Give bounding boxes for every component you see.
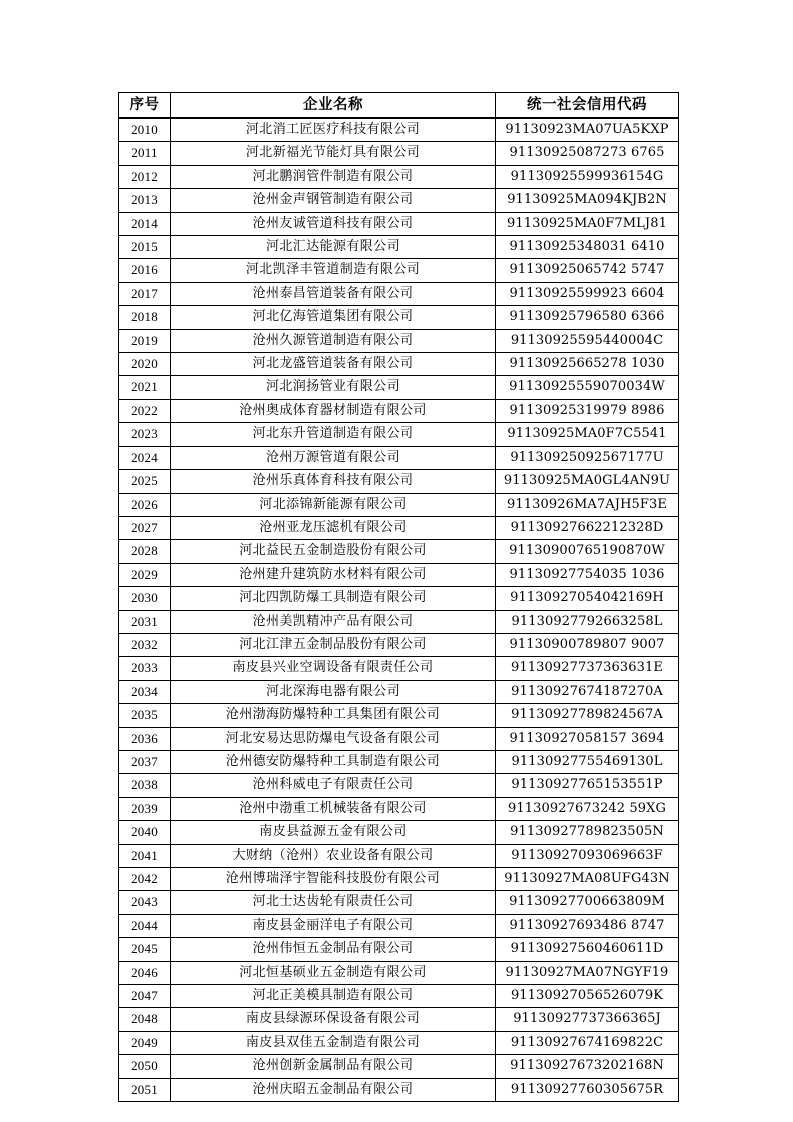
table-row	[119, 306, 679, 329]
cell-sequence-number: 2046	[119, 961, 171, 984]
cell-credit-code: 91130925MA0GL4AN9U	[496, 470, 679, 493]
cell-enterprise-name: 沧州美凯精冲产品有限公司	[171, 610, 496, 633]
cell-sequence-number: 2031	[119, 610, 171, 633]
cell-credit-code: 91130927673202168N	[496, 1055, 679, 1078]
cell-credit-code: 91130900789807 9007	[496, 633, 679, 656]
cell-credit-code: 91130927737363631E	[496, 657, 679, 680]
enterprise-registry-table	[118, 92, 679, 1102]
cell-enterprise-name: 沧州创新金属制品有限公司	[171, 1055, 496, 1078]
table-row	[119, 891, 679, 914]
cell-enterprise-name: 沧州乐真体育科技有限公司	[171, 470, 496, 493]
cell-enterprise-name: 河北四凯防爆工具制造有限公司	[171, 587, 496, 610]
table-row	[119, 680, 679, 703]
cell-credit-code: 91130927700663809M	[496, 891, 679, 914]
cell-enterprise-name: 南皮县兴业空调设备有限责任公司	[171, 657, 496, 680]
table-row	[119, 633, 679, 656]
cell-sequence-number: 2019	[119, 329, 171, 352]
cell-credit-code: 91130927760305675R	[496, 1078, 679, 1101]
cell-sequence-number: 2016	[119, 259, 171, 282]
cell-credit-code: 91130927662212328D	[496, 516, 679, 539]
cell-credit-code: 91130927674169822C	[496, 1031, 679, 1054]
cell-credit-code: 91130927755469130L	[496, 750, 679, 773]
table-row	[119, 236, 679, 259]
table-row	[119, 329, 679, 352]
table-row	[119, 165, 679, 188]
cell-sequence-number: 2030	[119, 587, 171, 610]
cell-sequence-number: 2028	[119, 540, 171, 563]
cell-enterprise-name: 河北凯泽丰管道制造有限公司	[171, 259, 496, 282]
cell-enterprise-name: 沧州德安防爆特种工具制造有限公司	[171, 750, 496, 773]
cell-credit-code: 91130925559070034W	[496, 376, 679, 399]
table-row	[119, 657, 679, 680]
table-row	[119, 774, 679, 797]
cell-sequence-number: 2050	[119, 1055, 171, 1078]
cell-credit-code: 91130925796580 6366	[496, 306, 679, 329]
cell-sequence-number: 2035	[119, 704, 171, 727]
table-row	[119, 212, 679, 235]
table-row	[119, 610, 679, 633]
cell-credit-code: 91130925665278 1030	[496, 353, 679, 376]
table-row	[119, 1008, 679, 1031]
cell-enterprise-name: 河北汇达能源有限公司	[171, 236, 496, 259]
column-header-sequence: 序号	[119, 93, 171, 119]
cell-credit-code: 91130925599923 6604	[496, 282, 679, 305]
table-row	[119, 727, 679, 750]
cell-credit-code: 91130927MA08UFG43N	[496, 868, 679, 891]
cell-sequence-number: 2045	[119, 938, 171, 961]
cell-sequence-number: 2044	[119, 914, 171, 937]
table-row	[119, 189, 679, 212]
cell-enterprise-name: 沧州奥成体育器材制造有限公司	[171, 399, 496, 422]
cell-credit-code: 91130925MA0F7C5541	[496, 423, 679, 446]
cell-sequence-number: 2033	[119, 657, 171, 680]
cell-enterprise-name: 河北亿海管道集团有限公司	[171, 306, 496, 329]
cell-credit-code: 91130927789823505N	[496, 821, 679, 844]
table-row	[119, 118, 679, 142]
cell-enterprise-name: 河北鹏润管件制造有限公司	[171, 165, 496, 188]
table-row	[119, 282, 679, 305]
cell-enterprise-name: 河北东升管道制造有限公司	[171, 423, 496, 446]
cell-sequence-number: 2014	[119, 212, 171, 235]
cell-enterprise-name: 河北龙盛管道装备有限公司	[171, 353, 496, 376]
table-row	[119, 563, 679, 586]
cell-credit-code: 91130927093069663F	[496, 844, 679, 867]
table-row	[119, 446, 679, 469]
cell-sequence-number: 2013	[119, 189, 171, 212]
table-row	[119, 399, 679, 422]
table-row	[119, 516, 679, 539]
cell-sequence-number: 2042	[119, 868, 171, 891]
cell-sequence-number: 2018	[119, 306, 171, 329]
cell-credit-code: 91130925092567177U	[496, 446, 679, 469]
table-row	[119, 750, 679, 773]
cell-sequence-number: 2048	[119, 1008, 171, 1031]
table-row	[119, 821, 679, 844]
column-header-enterprise-name: 企业名称	[171, 93, 496, 119]
cell-credit-code: 91130927737366365J	[496, 1008, 679, 1031]
cell-enterprise-name: 河北正美模具制造有限公司	[171, 985, 496, 1008]
table-row	[119, 1055, 679, 1078]
table-row	[119, 868, 679, 891]
cell-enterprise-name: 沧州金声钢管制造有限公司	[171, 189, 496, 212]
cell-enterprise-name: 沧州亚龙压滤机有限公司	[171, 516, 496, 539]
cell-credit-code: 91130925595440004C	[496, 329, 679, 352]
cell-enterprise-name: 河北润扬管业有限公司	[171, 376, 496, 399]
cell-sequence-number: 2024	[119, 446, 171, 469]
cell-enterprise-name: 南皮县双佳五金制造有限公司	[171, 1031, 496, 1054]
cell-sequence-number: 2047	[119, 985, 171, 1008]
cell-enterprise-name: 南皮县绿源环保设备有限公司	[171, 1008, 496, 1031]
cell-enterprise-name: 河北江津五金制品股份有限公司	[171, 633, 496, 656]
table-row	[119, 961, 679, 984]
table-header-row	[119, 93, 679, 119]
cell-sequence-number: 2026	[119, 493, 171, 516]
cell-credit-code: 91130925348031 6410	[496, 236, 679, 259]
table-row	[119, 493, 679, 516]
table-row	[119, 1078, 679, 1101]
cell-credit-code: 91130923MA07UA5KXP	[496, 118, 679, 142]
cell-credit-code: 91130925065742 5747	[496, 259, 679, 282]
cell-credit-code: 91130927054042169H	[496, 587, 679, 610]
table-row	[119, 142, 679, 165]
cell-sequence-number: 2049	[119, 1031, 171, 1054]
table-header	[119, 93, 679, 119]
cell-sequence-number: 2011	[119, 142, 171, 165]
cell-sequence-number: 2034	[119, 680, 171, 703]
cell-credit-code: 91130927056526079K	[496, 985, 679, 1008]
cell-enterprise-name: 河北新福光节能灯具有限公司	[171, 142, 496, 165]
cell-credit-code: 91130925087273 6765	[496, 142, 679, 165]
cell-sequence-number: 2015	[119, 236, 171, 259]
cell-credit-code: 91130926MA7AJH5F3E	[496, 493, 679, 516]
cell-enterprise-name: 南皮县益源五金有限公司	[171, 821, 496, 844]
cell-sequence-number: 2025	[119, 470, 171, 493]
cell-credit-code: 91130927789824567A	[496, 704, 679, 727]
cell-sequence-number: 2038	[119, 774, 171, 797]
cell-credit-code: 91130927792663258L	[496, 610, 679, 633]
cell-sequence-number: 2017	[119, 282, 171, 305]
column-header-credit-code: 统一社会信用代码	[496, 93, 679, 119]
cell-enterprise-name: 沧州博瑞泽宇智能科技股份有限公司	[171, 868, 496, 891]
cell-credit-code: 91130925MA0F7MLJ81	[496, 212, 679, 235]
table-row	[119, 353, 679, 376]
cell-credit-code: 91130927693486 8747	[496, 914, 679, 937]
cell-enterprise-name: 沧州渤海防爆特种工具集团有限公司	[171, 704, 496, 727]
cell-credit-code: 91130927560460611D	[496, 938, 679, 961]
cell-credit-code: 91130925319979 8986	[496, 399, 679, 422]
cell-sequence-number: 2039	[119, 797, 171, 820]
cell-credit-code: 91130927MA07NGYF19	[496, 961, 679, 984]
cell-enterprise-name: 沧州中渤重工机械装备有限公司	[171, 797, 496, 820]
cell-sequence-number: 2027	[119, 516, 171, 539]
table-row	[119, 914, 679, 937]
cell-enterprise-name: 南皮县金丽洋电子有限公司	[171, 914, 496, 937]
table-row	[119, 938, 679, 961]
cell-enterprise-name: 河北恒基硕业五金制造有限公司	[171, 961, 496, 984]
enterprise-registry-table-container	[118, 92, 678, 1102]
table-row	[119, 704, 679, 727]
table-row	[119, 1031, 679, 1054]
cell-enterprise-name: 沧州庆昭五金制品有限公司	[171, 1078, 496, 1101]
cell-sequence-number: 2020	[119, 353, 171, 376]
cell-enterprise-name: 河北安易达思防爆电气设备有限公司	[171, 727, 496, 750]
cell-credit-code: 91130927058157 3694	[496, 727, 679, 750]
table-row	[119, 844, 679, 867]
cell-sequence-number: 2040	[119, 821, 171, 844]
table-row	[119, 797, 679, 820]
cell-sequence-number: 2010	[119, 118, 171, 142]
table-row	[119, 540, 679, 563]
cell-sequence-number: 2041	[119, 844, 171, 867]
cell-enterprise-name: 沧州泰昌管道装备有限公司	[171, 282, 496, 305]
cell-sequence-number: 2023	[119, 423, 171, 446]
cell-enterprise-name: 河北益民五金制造股份有限公司	[171, 540, 496, 563]
cell-enterprise-name: 沧州建升建筑防水材料有限公司	[171, 563, 496, 586]
cell-enterprise-name: 河北添锦新能源有限公司	[171, 493, 496, 516]
table-row	[119, 259, 679, 282]
cell-credit-code: 91130925MA094KJB2N	[496, 189, 679, 212]
table-row	[119, 376, 679, 399]
cell-sequence-number: 2051	[119, 1078, 171, 1101]
cell-sequence-number: 2036	[119, 727, 171, 750]
table-body	[119, 118, 679, 1102]
cell-enterprise-name: 沧州伟恒五金制品有限公司	[171, 938, 496, 961]
cell-credit-code: 91130927754035 1036	[496, 563, 679, 586]
cell-enterprise-name: 沧州久源管道制造有限公司	[171, 329, 496, 352]
table-row	[119, 587, 679, 610]
cell-enterprise-name: 河北深海电器有限公司	[171, 680, 496, 703]
cell-sequence-number: 2029	[119, 563, 171, 586]
cell-credit-code: 91130927765153551P	[496, 774, 679, 797]
cell-credit-code: 91130927674187270A	[496, 680, 679, 703]
cell-sequence-number: 2032	[119, 633, 171, 656]
cell-enterprise-name: 大财纳（沧州）农业设备有限公司	[171, 844, 496, 867]
cell-enterprise-name: 沧州万源管道有限公司	[171, 446, 496, 469]
cell-enterprise-name: 沧州科威电子有限责任公司	[171, 774, 496, 797]
table-row	[119, 470, 679, 493]
table-row	[119, 423, 679, 446]
cell-credit-code: 91130927673242 59XG	[496, 797, 679, 820]
cell-sequence-number: 2021	[119, 376, 171, 399]
cell-enterprise-name: 河北消工匠医疗科技有限公司	[171, 118, 496, 142]
cell-credit-code: 91130925599936154G	[496, 165, 679, 188]
cell-sequence-number: 2012	[119, 165, 171, 188]
cell-sequence-number: 2037	[119, 750, 171, 773]
cell-sequence-number: 2022	[119, 399, 171, 422]
cell-credit-code: 91130900765190870W	[496, 540, 679, 563]
table-row	[119, 985, 679, 1008]
cell-enterprise-name: 沧州友诚管道科技有限公司	[171, 212, 496, 235]
cell-sequence-number: 2043	[119, 891, 171, 914]
cell-enterprise-name: 河北士达齿轮有限责任公司	[171, 891, 496, 914]
